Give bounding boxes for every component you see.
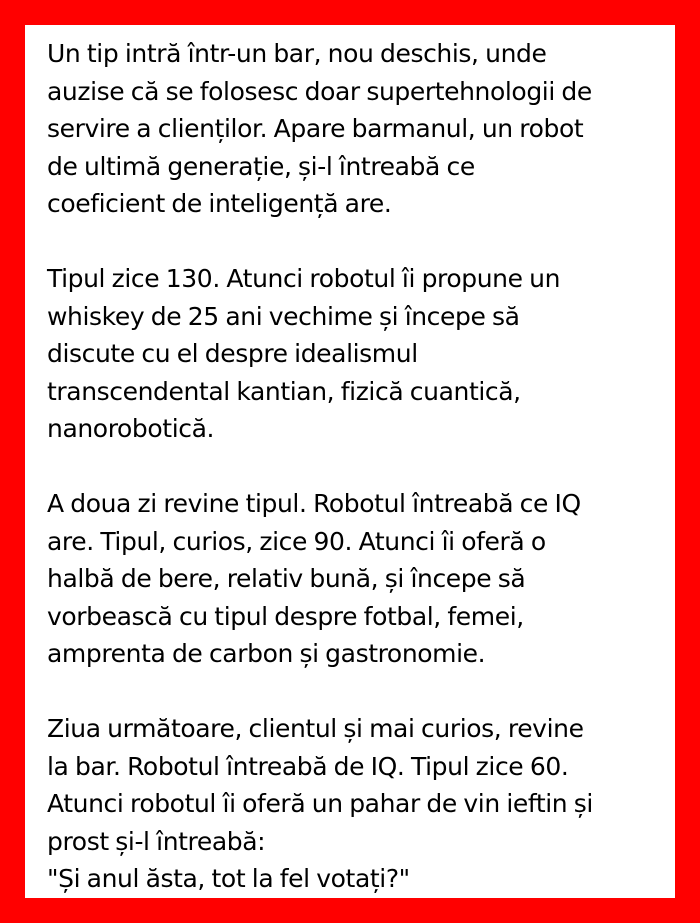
text-line: de ultimă generație, și-l întreabă ce xyxy=(47,151,475,181)
paragraph-3 xyxy=(47,485,663,673)
text-line: whiskey de 25 ani vechime și începe să xyxy=(47,301,520,331)
text-line: amprenta de carbon și gastronomie. xyxy=(47,639,486,668)
joke-text xyxy=(47,35,663,898)
text-line: auzise că se folosesc doar supertehnologii de xyxy=(47,76,592,106)
paragraph-1 xyxy=(47,35,663,223)
text-line: A doua zi revine tipul. Robotul întreabă ce IQ xyxy=(47,489,581,518)
text-line: transcendental kantian, fizică cuantică, xyxy=(47,376,521,406)
text-line: Tipul zice 130. Atunci robotul îi propune un xyxy=(47,264,561,293)
text-line: halbă de bere, relativ bună, și începe să xyxy=(47,564,526,593)
text-line: discute cu el despre idealismul xyxy=(47,339,418,368)
text-line: nanorobotică. xyxy=(47,414,215,443)
text-line: Un tip intră într-un bar, nou deschis, unde xyxy=(47,39,547,68)
text-line: prost și-l întreabă: xyxy=(47,826,266,856)
paragraph-2 xyxy=(47,260,663,448)
text-line: are. Tipul, curios, zice 90. Atunci îi oferă o xyxy=(47,526,546,556)
text-line: servire a clienților. Apare barmanul, un robot xyxy=(47,114,584,143)
text-line: vorbească cu tipul despre fotbal, femei, xyxy=(47,601,524,631)
joke-card xyxy=(25,25,675,898)
text-line: la bar. Robotul întreabă de IQ. Tipul zice 60. xyxy=(47,751,569,781)
text-line: Ziua următoare, clientul și mai curios, revine xyxy=(47,714,584,743)
paragraph-4 xyxy=(47,710,663,898)
text-line: "Și anul ăsta, tot la fel votați?" xyxy=(47,864,410,893)
text-line: coeficient de inteligență are. xyxy=(47,189,392,218)
text-line: Atunci robotul îi oferă un pahar de vin ieftin și xyxy=(47,789,593,818)
